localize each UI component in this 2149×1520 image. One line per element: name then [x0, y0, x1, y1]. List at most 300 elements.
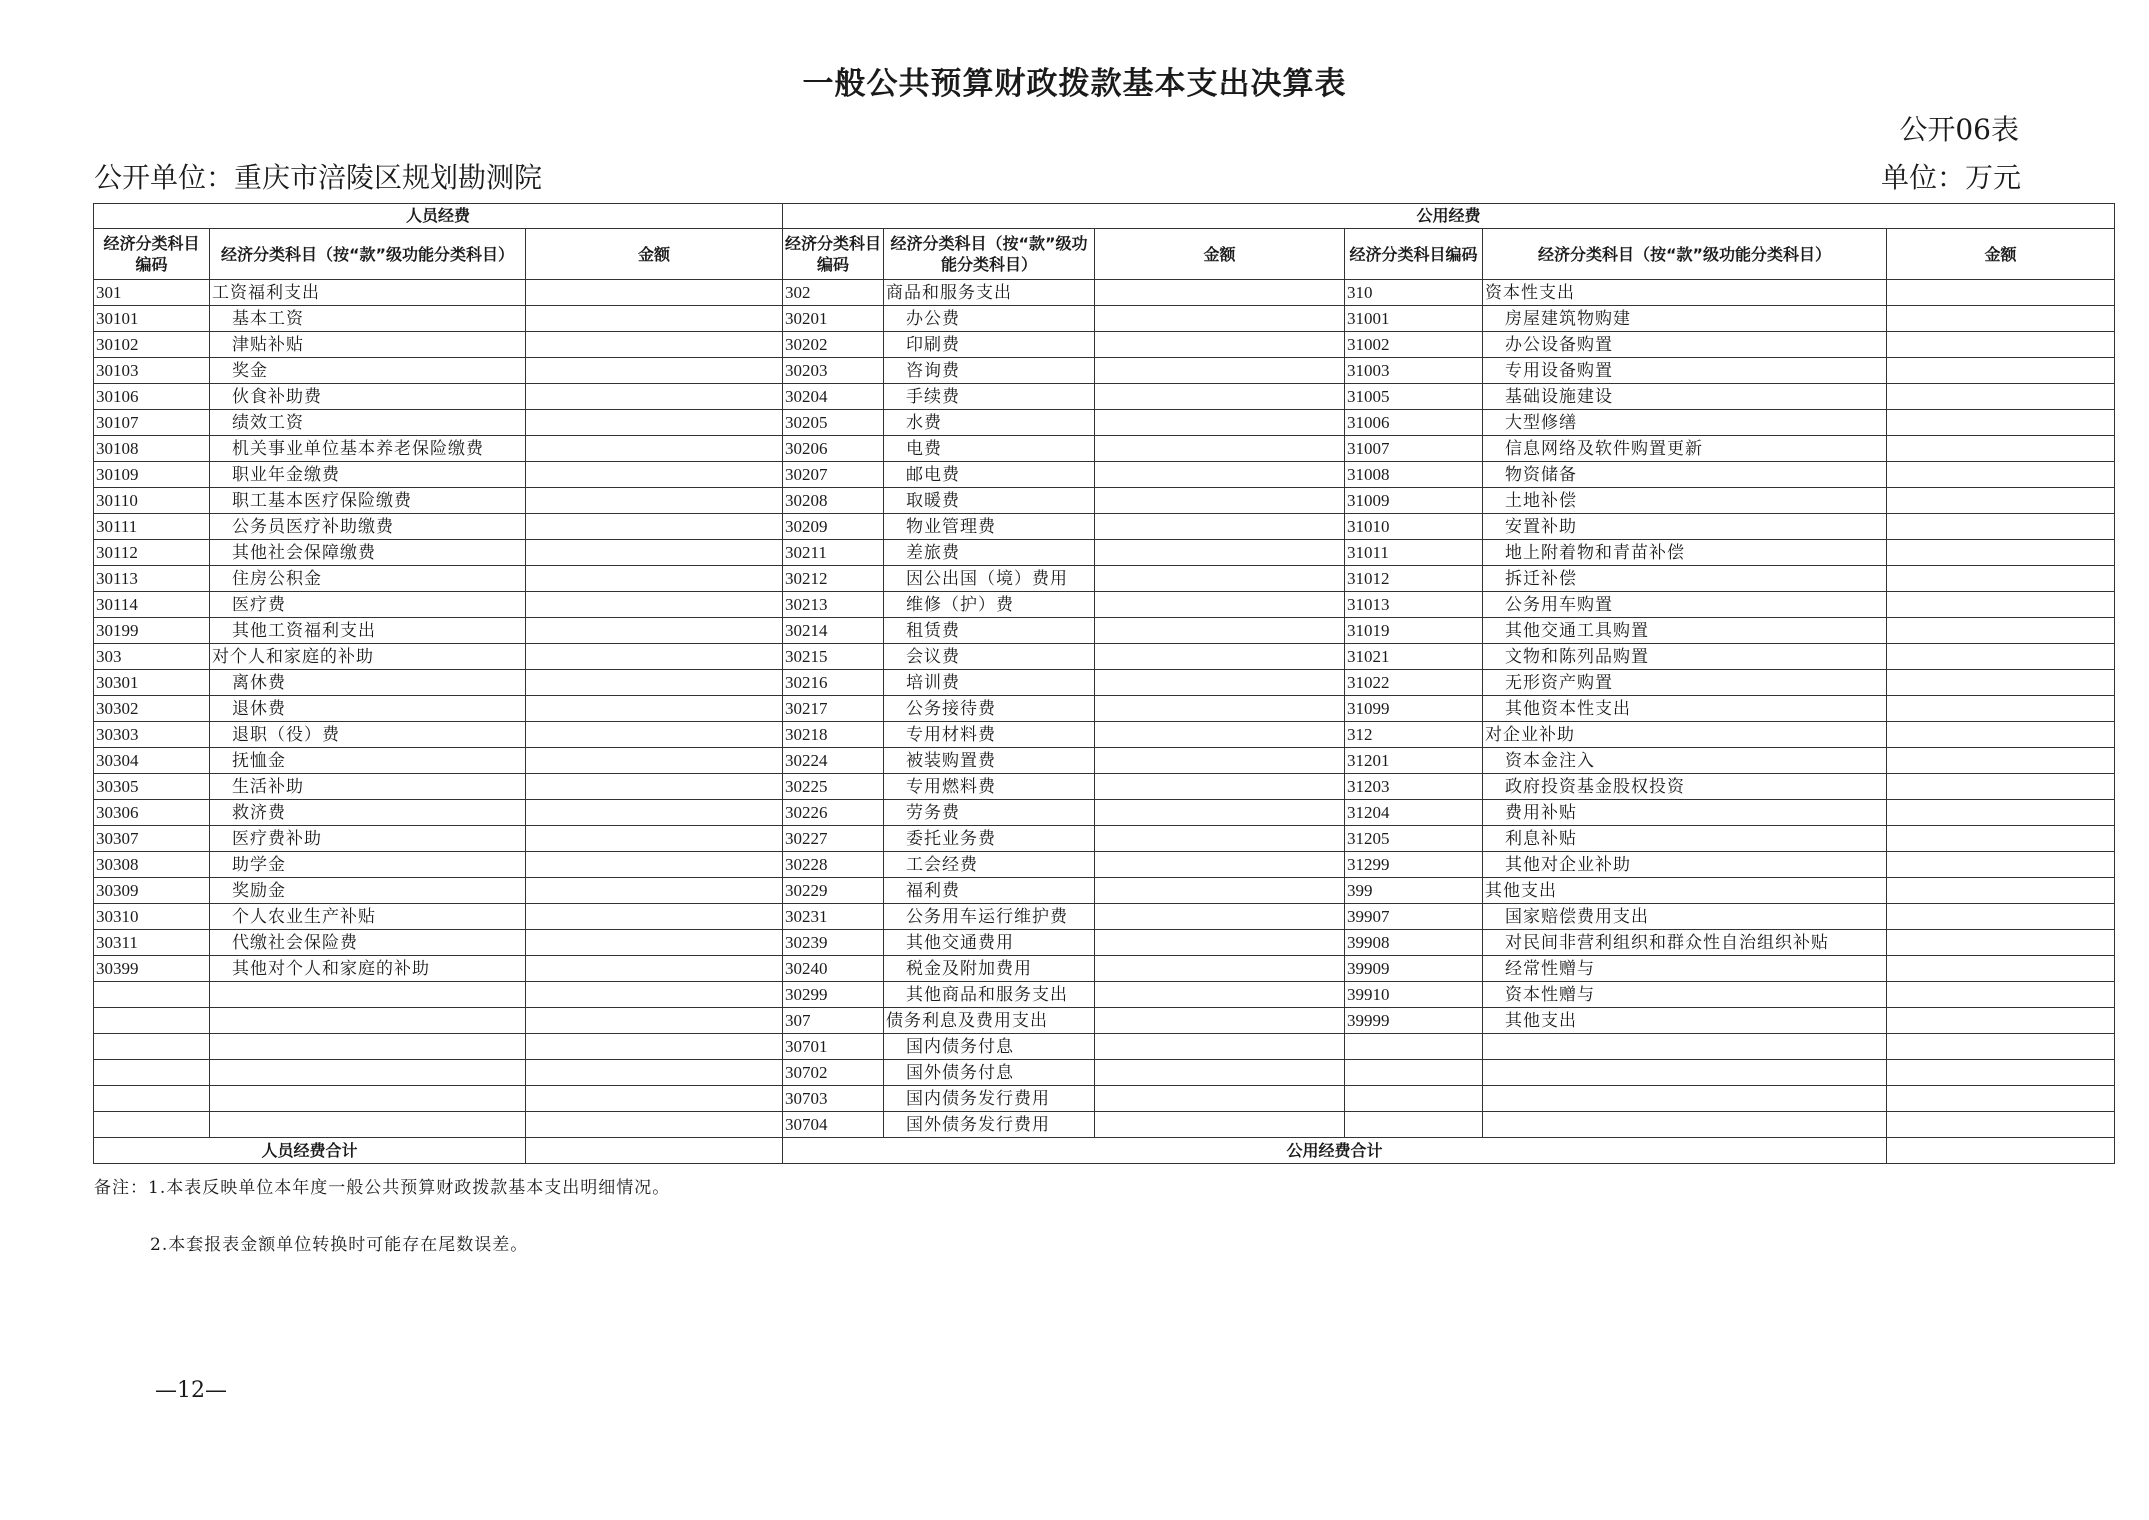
table-row: [94, 982, 2115, 1008]
goods-amount-cell: [1095, 722, 1345, 748]
personnel-amount-cell: [526, 644, 783, 670]
capital-amount-cell: [1887, 800, 2115, 826]
goods-name-cell: 电费: [884, 436, 1095, 462]
goods-amount-cell: [1095, 384, 1345, 410]
capital-name-cell: 其他支出: [1483, 1008, 1887, 1034]
capital-amount-cell: [1887, 722, 2115, 748]
capital-amount-cell: [1887, 826, 2115, 852]
goods-name-cell: 差旅费: [884, 540, 1095, 566]
capital-code-cell: [1345, 1034, 1483, 1060]
capital-name-cell: 文物和陈列品购置: [1483, 644, 1887, 670]
personnel-amount-cell: [526, 930, 783, 956]
capital-code-cell: 399: [1345, 878, 1483, 904]
goods-amount-cell: [1095, 306, 1345, 332]
table-row: [94, 774, 2115, 800]
capital-name-cell: 政府投资基金股权投资: [1483, 774, 1887, 800]
header-personnel-code: 经济分类科目编码: [94, 229, 210, 280]
table-row: [94, 384, 2115, 410]
personnel-name-cell: 医疗费补助: [210, 826, 526, 852]
personnel-name-cell: 生活补助: [210, 774, 526, 800]
capital-name-cell: 地上附着物和青苗补偿: [1483, 540, 1887, 566]
personnel-code-cell: 30113: [94, 566, 210, 592]
capital-name-cell: 拆迁补偿: [1483, 566, 1887, 592]
capital-code-cell: 31006: [1345, 410, 1483, 436]
personnel-code-cell: 30308: [94, 852, 210, 878]
goods-name-cell: 公务用车运行维护费: [884, 904, 1095, 930]
goods-amount-cell: [1095, 1112, 1345, 1138]
capital-name-cell: 利息补贴: [1483, 826, 1887, 852]
personnel-amount-cell: [526, 696, 783, 722]
header-personnel-name: 经济分类科目（按“款”级功能分类科目）: [210, 229, 526, 280]
personnel-name-cell: 绩效工资: [210, 410, 526, 436]
personnel-code-cell: 30311: [94, 930, 210, 956]
goods-name-cell: 专用材料费: [884, 722, 1095, 748]
capital-code-cell: 39909: [1345, 956, 1483, 982]
goods-amount-cell: [1095, 670, 1345, 696]
personnel-name-cell: 奖励金: [210, 878, 526, 904]
goods-code-cell: 30205: [783, 410, 884, 436]
personnel-code-cell: 30301: [94, 670, 210, 696]
capital-code-cell: 31099: [1345, 696, 1483, 722]
goods-code-cell: 30240: [783, 956, 884, 982]
personnel-code-cell: 30309: [94, 878, 210, 904]
goods-amount-cell: [1095, 748, 1345, 774]
personnel-name-cell: [210, 1034, 526, 1060]
goods-amount-cell: [1095, 1086, 1345, 1112]
personnel-code-cell: [94, 1086, 210, 1112]
personnel-name-cell: [210, 1008, 526, 1034]
table-row: [94, 436, 2115, 462]
personnel-name-cell: 医疗费: [210, 592, 526, 618]
capital-name-cell: 其他交通工具购置: [1483, 618, 1887, 644]
personnel-code-cell: 30103: [94, 358, 210, 384]
capital-name-cell: 资本性支出: [1483, 280, 1887, 306]
capital-amount-cell: [1887, 462, 2115, 488]
personnel-amount-cell: [526, 566, 783, 592]
table-row: [94, 358, 2115, 384]
goods-name-cell: 咨询费: [884, 358, 1095, 384]
capital-code-cell: 31021: [1345, 644, 1483, 670]
capital-amount-cell: [1887, 280, 2115, 306]
table-row: [94, 410, 2115, 436]
table-row: [94, 488, 2115, 514]
capital-code-cell: 31019: [1345, 618, 1483, 644]
capital-name-cell: 公务用车购置: [1483, 592, 1887, 618]
personnel-code-cell: 30101: [94, 306, 210, 332]
goods-amount-cell: [1095, 358, 1345, 384]
table-row: [94, 306, 2115, 332]
personnel-name-cell: 退休费: [210, 696, 526, 722]
goods-name-cell: 会议费: [884, 644, 1095, 670]
table-row: [94, 1112, 2115, 1138]
goods-name-cell: 手续费: [884, 384, 1095, 410]
goods-name-cell: 其他交通费用: [884, 930, 1095, 956]
personnel-amount-cell: [526, 1034, 783, 1060]
goods-amount-cell: [1095, 1008, 1345, 1034]
goods-amount-cell: [1095, 904, 1345, 930]
goods-amount-cell: [1095, 462, 1345, 488]
goods-code-cell: 30211: [783, 540, 884, 566]
personnel-name-cell: 抚恤金: [210, 748, 526, 774]
capital-code-cell: 31001: [1345, 306, 1483, 332]
capital-code-cell: 31201: [1345, 748, 1483, 774]
table-row: [94, 722, 2115, 748]
capital-amount-cell: [1887, 540, 2115, 566]
capital-name-cell: 其他对企业补助: [1483, 852, 1887, 878]
reporting-unit: 公开单位：重庆市涪陵区规划勘测院: [94, 161, 543, 194]
capital-amount-cell: [1887, 384, 2115, 410]
personnel-name-cell: [210, 1086, 526, 1112]
goods-code-cell: 30702: [783, 1060, 884, 1086]
capital-amount-cell: [1887, 644, 2115, 670]
personnel-name-cell: 救济费: [210, 800, 526, 826]
goods-amount-cell: [1095, 592, 1345, 618]
goods-amount-cell: [1095, 982, 1345, 1008]
header-personnel-amount: 金额: [526, 229, 783, 280]
personnel-name-cell: [210, 1060, 526, 1086]
personnel-amount-cell: [526, 878, 783, 904]
goods-amount-cell: [1095, 566, 1345, 592]
capital-name-cell: 其他资本性支出: [1483, 696, 1887, 722]
capital-code-cell: [1345, 1112, 1483, 1138]
personnel-amount-cell: [526, 826, 783, 852]
personnel-code-cell: [94, 1008, 210, 1034]
capital-name-cell: [1483, 1086, 1887, 1112]
personnel-amount-cell: [526, 722, 783, 748]
goods-amount-cell: [1095, 696, 1345, 722]
goods-amount-cell: [1095, 878, 1345, 904]
personnel-code-cell: 30306: [94, 800, 210, 826]
table-number: 公开06表: [1899, 113, 2019, 146]
goods-code-cell: 30212: [783, 566, 884, 592]
goods-code-cell: 30218: [783, 722, 884, 748]
header-capital-amount: 金额: [1887, 229, 2115, 280]
table-row: [94, 644, 2115, 670]
personnel-name-cell: 个人农业生产补贴: [210, 904, 526, 930]
table-row: [94, 852, 2115, 878]
personnel-name-cell: 工资福利支出: [210, 280, 526, 306]
goods-name-cell: 维修（护）费: [884, 592, 1095, 618]
goods-amount-cell: [1095, 540, 1345, 566]
goods-code-cell: 30207: [783, 462, 884, 488]
personnel-code-cell: 30304: [94, 748, 210, 774]
personnel-code-cell: 30111: [94, 514, 210, 540]
goods-name-cell: 国外债务付息: [884, 1060, 1095, 1086]
capital-name-cell: 办公设备购置: [1483, 332, 1887, 358]
page-number: —12—: [155, 1378, 227, 1403]
capital-amount-cell: [1887, 410, 2115, 436]
table-row: [94, 592, 2115, 618]
personnel-amount-cell: [526, 1112, 783, 1138]
capital-code-cell: 31010: [1345, 514, 1483, 540]
personnel-name-cell: 代缴社会保险费: [210, 930, 526, 956]
capital-name-cell: 资本金注入: [1483, 748, 1887, 774]
goods-code-cell: 30228: [783, 852, 884, 878]
goods-name-cell: 专用燃料费: [884, 774, 1095, 800]
table-row: [94, 540, 2115, 566]
personnel-code-cell: 30399: [94, 956, 210, 982]
expenditure-table: [93, 203, 2115, 1164]
goods-code-cell: 30209: [783, 514, 884, 540]
personnel-name-cell: 住房公积金: [210, 566, 526, 592]
goods-code-cell: 30704: [783, 1112, 884, 1138]
goods-name-cell: 物业管理费: [884, 514, 1095, 540]
goods-name-cell: 印刷费: [884, 332, 1095, 358]
personnel-amount-cell: [526, 358, 783, 384]
capital-name-cell: 物资储备: [1483, 462, 1887, 488]
personnel-code-cell: 303: [94, 644, 210, 670]
goods-name-cell: 被装购置费: [884, 748, 1095, 774]
capital-code-cell: 39999: [1345, 1008, 1483, 1034]
personnel-amount-cell: [526, 956, 783, 982]
goods-amount-cell: [1095, 488, 1345, 514]
goods-amount-cell: [1095, 1034, 1345, 1060]
personnel-name-cell: 津贴补贴: [210, 332, 526, 358]
goods-code-cell: 30202: [783, 332, 884, 358]
personnel-amount-cell: [526, 618, 783, 644]
header-capital-code: 经济分类科目编码: [1345, 229, 1483, 280]
table-row: [94, 566, 2115, 592]
goods-name-cell: 租赁费: [884, 618, 1095, 644]
public-total-amount: [1887, 1138, 2115, 1164]
personnel-code-cell: 30199: [94, 618, 210, 644]
capital-amount-cell: [1887, 514, 2115, 540]
personnel-amount-cell: [526, 800, 783, 826]
goods-code-cell: 30224: [783, 748, 884, 774]
capital-amount-cell: [1887, 306, 2115, 332]
personnel-code-cell: 30114: [94, 592, 210, 618]
capital-amount-cell: [1887, 436, 2115, 462]
table-row: [94, 696, 2115, 722]
table-row: [94, 826, 2115, 852]
goods-code-cell: 30201: [783, 306, 884, 332]
personnel-amount-cell: [526, 488, 783, 514]
capital-amount-cell: [1887, 1086, 2115, 1112]
header-goods-name: 经济分类科目（按“款”级功能分类科目）: [884, 229, 1095, 280]
goods-code-cell: 30217: [783, 696, 884, 722]
personnel-code-cell: 30302: [94, 696, 210, 722]
goods-name-cell: 工会经费: [884, 852, 1095, 878]
capital-name-cell: [1483, 1060, 1887, 1086]
goods-amount-cell: [1095, 800, 1345, 826]
header-goods-code: 经济分类科目编码: [783, 229, 884, 280]
table-row: [94, 332, 2115, 358]
capital-amount-cell: [1887, 878, 2115, 904]
capital-code-cell: 31009: [1345, 488, 1483, 514]
personnel-amount-cell: [526, 514, 783, 540]
personnel-code-cell: [94, 1112, 210, 1138]
capital-amount-cell: [1887, 904, 2115, 930]
goods-amount-cell: [1095, 644, 1345, 670]
personnel-name-cell: 其他对个人和家庭的补助: [210, 956, 526, 982]
goods-code-cell: 30206: [783, 436, 884, 462]
capital-code-cell: 312: [1345, 722, 1483, 748]
capital-amount-cell: [1887, 1112, 2115, 1138]
goods-amount-cell: [1095, 930, 1345, 956]
goods-name-cell: 因公出国（境）费用: [884, 566, 1095, 592]
capital-code-cell: 31011: [1345, 540, 1483, 566]
goods-amount-cell: [1095, 618, 1345, 644]
capital-name-cell: 专用设备购置: [1483, 358, 1887, 384]
goods-name-cell: 办公费: [884, 306, 1095, 332]
personnel-name-cell: 公务员医疗补助缴费: [210, 514, 526, 540]
goods-amount-cell: [1095, 332, 1345, 358]
goods-code-cell: 30208: [783, 488, 884, 514]
personnel-amount-cell: [526, 384, 783, 410]
capital-name-cell: 费用补贴: [1483, 800, 1887, 826]
table-row: [94, 800, 2115, 826]
capital-name-cell: 信息网络及软件购置更新: [1483, 436, 1887, 462]
personnel-name-cell: 离休费: [210, 670, 526, 696]
capital-name-cell: 无形资产购置: [1483, 670, 1887, 696]
goods-code-cell: 30239: [783, 930, 884, 956]
goods-amount-cell: [1095, 956, 1345, 982]
capital-code-cell: [1345, 1086, 1483, 1112]
note-1: 备注：1.本表反映单位本年度一般公共预算财政拨款基本支出明细情况。: [94, 1178, 671, 1198]
capital-amount-cell: [1887, 852, 2115, 878]
goods-name-cell: 税金及附加费用: [884, 956, 1095, 982]
personnel-code-cell: 30109: [94, 462, 210, 488]
capital-amount-cell: [1887, 930, 2115, 956]
capital-amount-cell: [1887, 592, 2115, 618]
personnel-name-cell: 其他社会保障缴费: [210, 540, 526, 566]
personnel-amount-cell: [526, 982, 783, 1008]
goods-amount-cell: [1095, 410, 1345, 436]
personnel-code-cell: 30106: [94, 384, 210, 410]
capital-code-cell: 310: [1345, 280, 1483, 306]
header-capital-name: 经济分类科目（按“款”级功能分类科目）: [1483, 229, 1887, 280]
capital-name-cell: [1483, 1112, 1887, 1138]
capital-name-cell: 其他支出: [1483, 878, 1887, 904]
personnel-name-cell: 职工基本医疗保险缴费: [210, 488, 526, 514]
goods-code-cell: 30225: [783, 774, 884, 800]
capital-amount-cell: [1887, 956, 2115, 982]
personnel-name-cell: [210, 1112, 526, 1138]
goods-code-cell: 30226: [783, 800, 884, 826]
personnel-code-cell: 301: [94, 280, 210, 306]
personnel-code-cell: 30303: [94, 722, 210, 748]
capital-name-cell: [1483, 1034, 1887, 1060]
goods-amount-cell: [1095, 280, 1345, 306]
goods-code-cell: 30213: [783, 592, 884, 618]
capital-name-cell: 基础设施建设: [1483, 384, 1887, 410]
personnel-code-cell: 30110: [94, 488, 210, 514]
capital-name-cell: 土地补偿: [1483, 488, 1887, 514]
goods-code-cell: 30215: [783, 644, 884, 670]
capital-amount-cell: [1887, 1034, 2115, 1060]
capital-code-cell: 39908: [1345, 930, 1483, 956]
capital-name-cell: 经常性赠与: [1483, 956, 1887, 982]
public-total-label: 公用经费合计: [783, 1138, 1887, 1164]
personnel-name-cell: 退职（役）费: [210, 722, 526, 748]
goods-code-cell: 30703: [783, 1086, 884, 1112]
personnel-amount-cell: [526, 1086, 783, 1112]
goods-name-cell: 国内债务发行费用: [884, 1086, 1095, 1112]
capital-code-cell: 31002: [1345, 332, 1483, 358]
goods-name-cell: 邮电费: [884, 462, 1095, 488]
currency-unit: 单位：万元: [1880, 161, 2021, 194]
capital-amount-cell: [1887, 358, 2115, 384]
personnel-amount-cell: [526, 904, 783, 930]
personnel-amount-cell: [526, 462, 783, 488]
personnel-code-cell: [94, 1060, 210, 1086]
page-title: 一般公共预算财政拨款基本支出决算表: [802, 66, 1347, 102]
personnel-amount-cell: [526, 436, 783, 462]
goods-amount-cell: [1095, 774, 1345, 800]
personnel-name-cell: 对个人和家庭的补助: [210, 644, 526, 670]
personnel-name-cell: 机关事业单位基本养老保险缴费: [210, 436, 526, 462]
goods-name-cell: 福利费: [884, 878, 1095, 904]
personnel-name-cell: 奖金: [210, 358, 526, 384]
capital-code-cell: 31013: [1345, 592, 1483, 618]
capital-name-cell: 对民间非营利组织和群众性自治组织补贴: [1483, 930, 1887, 956]
section-public: 公用经费: [783, 204, 2115, 229]
capital-code-cell: 31299: [1345, 852, 1483, 878]
table-row: [94, 1060, 2115, 1086]
personnel-code-cell: [94, 1034, 210, 1060]
capital-amount-cell: [1887, 982, 2115, 1008]
capital-code-cell: 39907: [1345, 904, 1483, 930]
personnel-code-cell: 30307: [94, 826, 210, 852]
goods-code-cell: 30216: [783, 670, 884, 696]
capital-amount-cell: [1887, 488, 2115, 514]
personnel-code-cell: [94, 982, 210, 1008]
capital-code-cell: 31003: [1345, 358, 1483, 384]
table-row: [94, 462, 2115, 488]
note-2: 2.本套报表金额单位转换时可能存在尾数误差。: [150, 1235, 529, 1255]
capital-code-cell: 31007: [1345, 436, 1483, 462]
table-row: [94, 1008, 2115, 1034]
capital-name-cell: 房屋建筑物购建: [1483, 306, 1887, 332]
personnel-amount-cell: [526, 306, 783, 332]
personnel-total-amount: [526, 1138, 783, 1164]
goods-amount-cell: [1095, 826, 1345, 852]
table-row: [94, 956, 2115, 982]
capital-code-cell: 31012: [1345, 566, 1483, 592]
table-row: [94, 1034, 2115, 1060]
capital-amount-cell: [1887, 670, 2115, 696]
goods-code-cell: 302: [783, 280, 884, 306]
personnel-name-cell: [210, 982, 526, 1008]
personnel-code-cell: 30107: [94, 410, 210, 436]
goods-name-cell: 债务利息及费用支出: [884, 1008, 1095, 1034]
personnel-code-cell: 30305: [94, 774, 210, 800]
personnel-amount-cell: [526, 1008, 783, 1034]
capital-code-cell: [1345, 1060, 1483, 1086]
goods-amount-cell: [1095, 852, 1345, 878]
capital-code-cell: 31203: [1345, 774, 1483, 800]
goods-name-cell: 劳务费: [884, 800, 1095, 826]
goods-code-cell: 30231: [783, 904, 884, 930]
personnel-code-cell: 30102: [94, 332, 210, 358]
header-goods-amount: 金额: [1095, 229, 1345, 280]
personnel-code-cell: 30310: [94, 904, 210, 930]
table-row: [94, 280, 2115, 306]
capital-amount-cell: [1887, 748, 2115, 774]
personnel-amount-cell: [526, 748, 783, 774]
table-row: [94, 514, 2115, 540]
table-row: [94, 748, 2115, 774]
personnel-amount-cell: [526, 410, 783, 436]
capital-amount-cell: [1887, 618, 2115, 644]
goods-code-cell: 30299: [783, 982, 884, 1008]
capital-amount-cell: [1887, 332, 2115, 358]
goods-name-cell: 商品和服务支出: [884, 280, 1095, 306]
personnel-total-label: 人员经费合计: [94, 1138, 526, 1164]
personnel-amount-cell: [526, 774, 783, 800]
personnel-amount-cell: [526, 852, 783, 878]
capital-name-cell: 大型修缮: [1483, 410, 1887, 436]
